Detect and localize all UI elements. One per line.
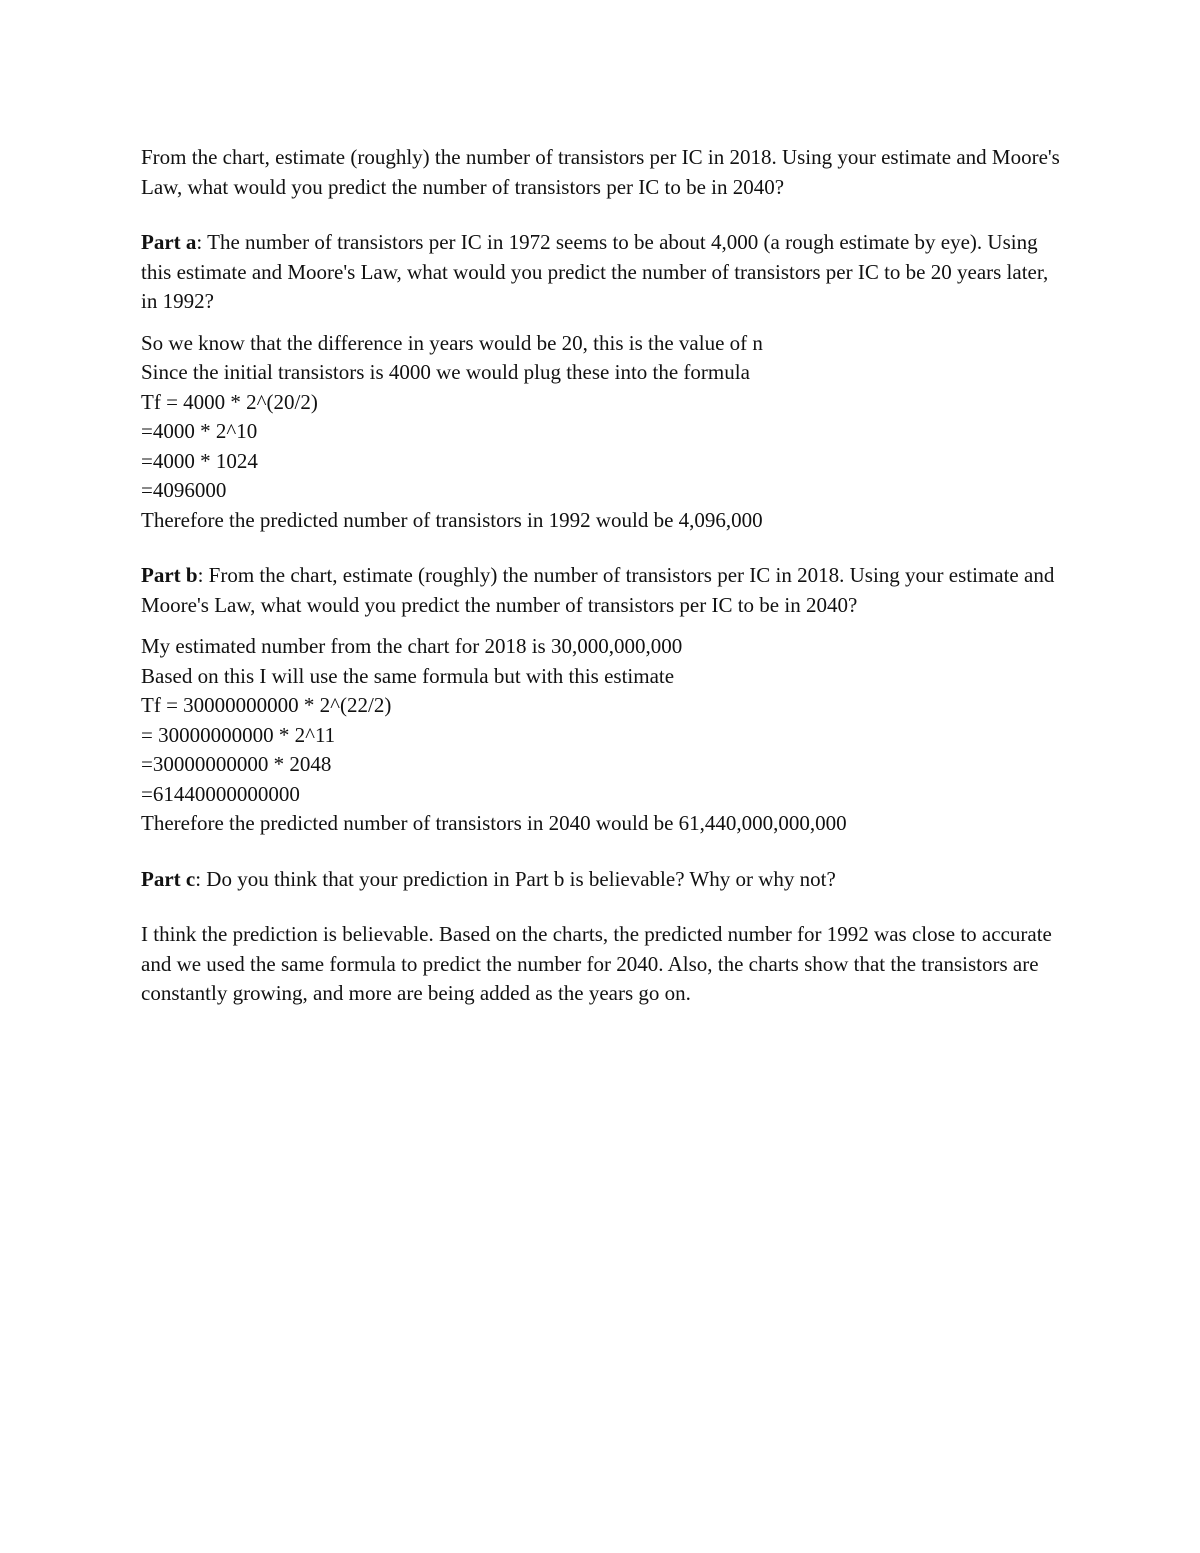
part-a-work-line: =4000 * 1024 — [141, 448, 258, 473]
part-c-label: Part c — [141, 866, 196, 891]
part-b-work-line: =61440000000000 — [141, 781, 300, 806]
document-body — [141, 143, 1066, 1009]
part-a-work — [141, 329, 1066, 536]
part-b-question-text: : From the chart, estimate (roughly) the number of transistors per IC in 2018. Using your estimate and Moore's Law, what would you predict the number of transistors per IC to be in 2040? — [141, 563, 1055, 617]
intro-paragraph: From the chart, estimate (roughly) the number of transistors per IC in 2018. Using your estimate and Moore's Law, what would you predict the number of transistors per IC to be in 2040? — [141, 145, 1060, 199]
part-a-conclusion: Therefore the predicted number of transistors in 1992 would be 4,096,000 — [141, 507, 763, 532]
part-a-work-line: =4096000 — [141, 478, 227, 502]
part-c-question — [141, 865, 1066, 895]
part-a-work-line: Tf = 4000 * 2^(20/2) — [141, 389, 318, 414]
part-c-answer: I think the prediction is believable. Based on the charts, the predicted number for 1992 was close to accurate and we used the same formula to predict the number for 2040. Also, the charts show that the transistors are constantly growing, and more are being added as the years go on. — [141, 922, 1052, 1005]
part-b-conclusion: Therefore the predicted number of transistors in 2040 would be 61,440,000,000,000 — [141, 811, 847, 835]
part-a-question — [141, 228, 1066, 317]
part-b-work-line: =30000000000 * 2048 — [141, 752, 332, 776]
part-b-work-line: Based on this I will use the same formula but with this estimate — [141, 663, 675, 688]
part-a-work-line: So we know that the difference in years would be 20, this is the value of n — [141, 330, 763, 355]
part-b-work-line: Tf = 30000000000 * 2^(22/2) — [141, 693, 392, 717]
part-a-work-line: =4000 * 2^10 — [141, 419, 258, 443]
part-a-question-text: : The number of transistors per IC in 1972 seems to be about 4,000 (a rough estimate by eye). Using this estimate and Moore's Law, what would you predict the number of transistors per IC to be 20 years later, in 1992? — [141, 230, 1049, 313]
part-b-work — [141, 632, 1066, 839]
part-b-work-line: = 30000000000 * 2^11 — [141, 722, 336, 747]
part-a-work-line: Since the initial transistors is 4000 we would plug these into the formula — [141, 360, 750, 384]
part-c-question-text: : Do you think that your prediction in Part b is believable? Why or why not? — [195, 866, 836, 891]
part-b-label: Part b — [141, 563, 198, 587]
part-a-label: Part a — [141, 230, 197, 254]
part-b-question — [141, 561, 1066, 620]
part-b-work-line: My estimated number from the chart for 2018 is 30,000,000,000 — [141, 634, 683, 658]
